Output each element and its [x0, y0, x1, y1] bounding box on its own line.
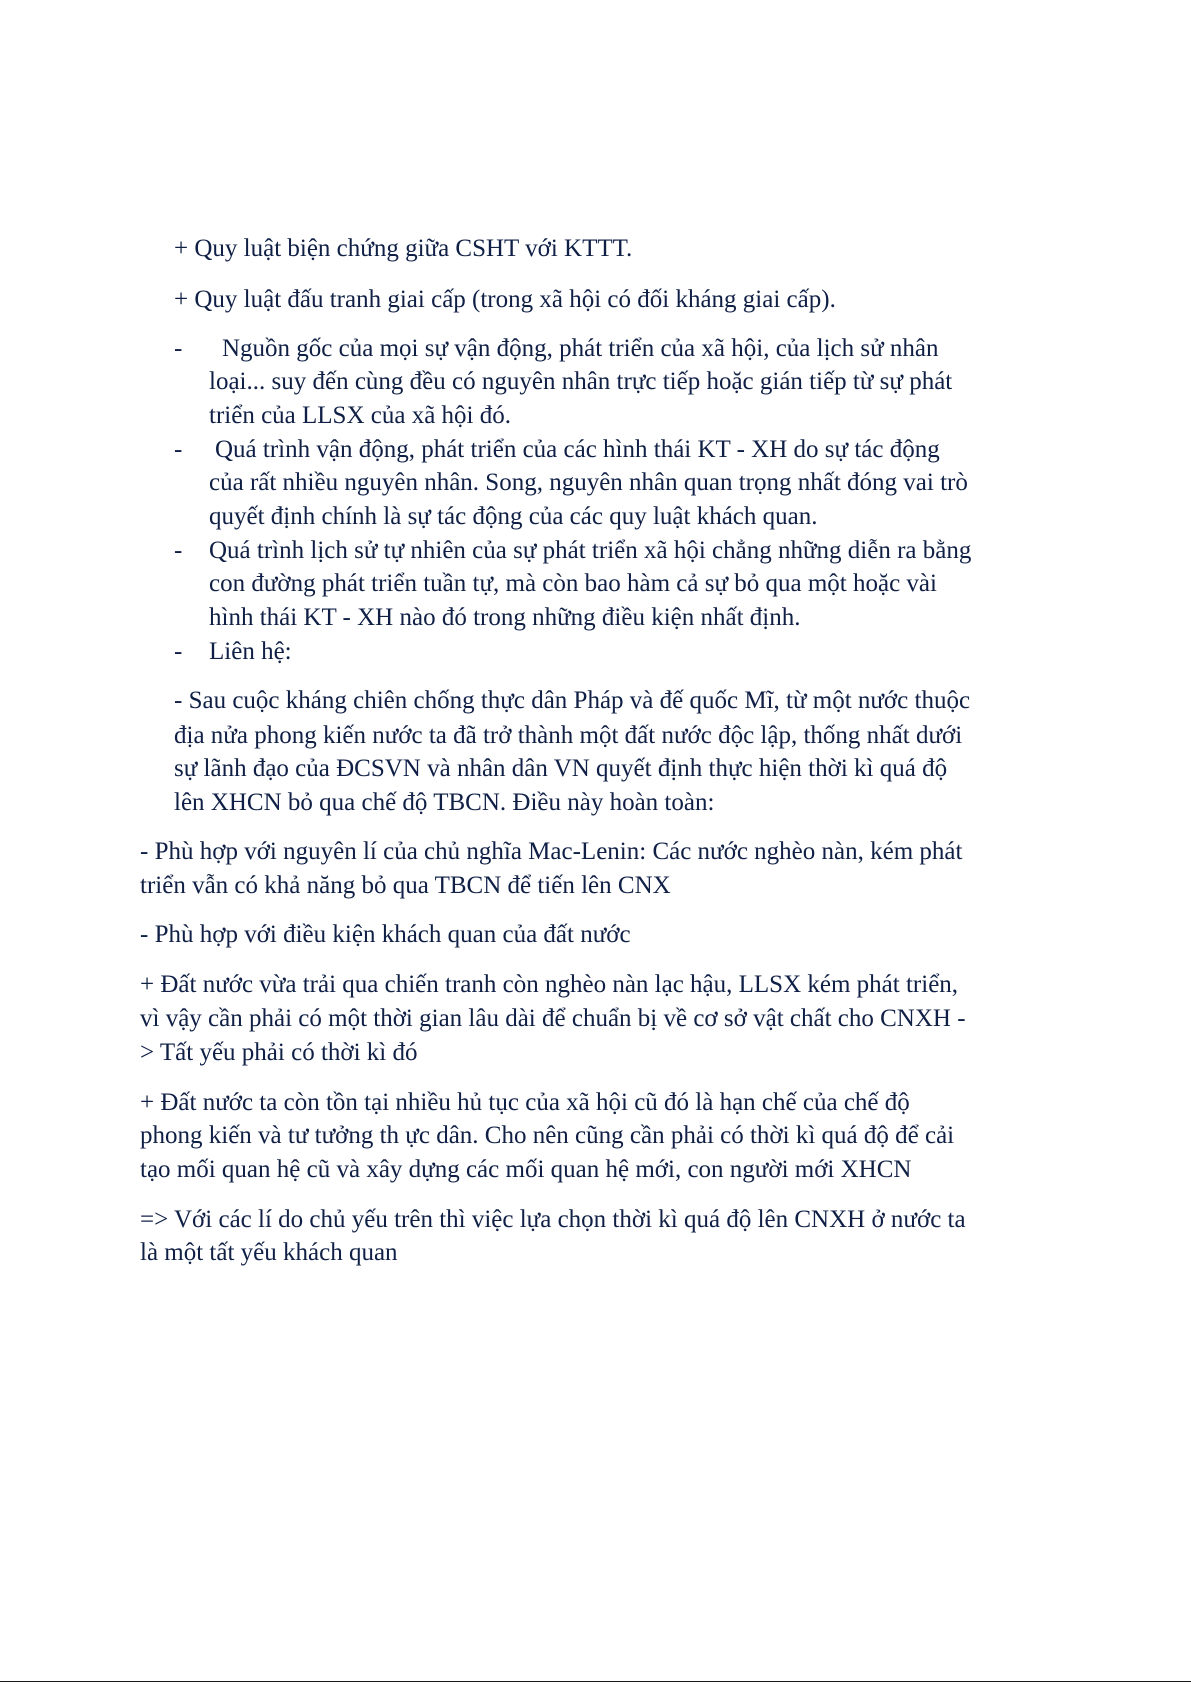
- bullet-3-line-3: hình thái KT - XH nào đó trong những điều kiện nhất định.: [209, 604, 801, 631]
- paragraph-4-line-2: phong kiến và tư tưởng th ực dân. Cho nên cũng cần phải có thời kì quá độ để cải: [140, 1122, 955, 1149]
- bullet-3-line-1: Quá trình lịch sử tự nhiên của sự phát triển xã hội chẳng những diễn ra bằng: [209, 537, 972, 564]
- plus-item-dau-tranh-giai-cap: + Quy luật đấu tranh giai cấp (trong xã hội có đối kháng giai cấp).: [174, 286, 836, 313]
- bullet-3-line-2: con đường phát triển tuần tự, mà còn bao hàm cả sự bỏ qua một hoặc vài: [209, 570, 937, 597]
- context-paragraph-line-2: địa nửa phong kiến nước ta đã trở thành một đất nước độc lập, thống nhất dưới: [174, 722, 963, 749]
- paragraph-4-line-1: + Đất nước ta còn tồn tại nhiều hủ tục của xã hội cũ đó là hạn chế của chế độ: [140, 1089, 910, 1116]
- bullet-marker: -: [174, 436, 183, 463]
- context-paragraph-line-3: sự lãnh đạo của ĐCSVN và nhân dân VN quyết định thực hiện thời kì quá độ: [174, 755, 948, 782]
- paragraph-3-line-2: vì vậy cần phải có một thời gian lâu dài để chuẩn bị về cơ sở vật chất cho CNXH -: [140, 1005, 966, 1032]
- bullet-1-line-3: triển của LLSX của xã hội đó.: [209, 402, 511, 429]
- bullet-marker: -: [174, 638, 183, 665]
- plus-item-csht-kttt: + Quy luật biện chứng giữa CSHT với KTTT.: [174, 235, 633, 262]
- context-paragraph-line-4: lên XHCN bỏ qua chế độ TBCN. Điều này hoàn toàn:: [174, 789, 715, 816]
- page-bottom-divider: [0, 1680, 1191, 1685]
- paragraph-2-line-1: - Phù hợp với điều kiện khách quan của đất nước: [140, 921, 631, 948]
- context-paragraph-line-1: - Sau cuộc kháng chiên chống thực dân Pháp và đế quốc Mĩ, từ một nước thuộc: [174, 687, 971, 714]
- conclusion-line-2: là một tất yếu khách quan: [140, 1239, 398, 1266]
- bullet-2-line-1: Quá trình vận động, phát triển của các hình thái KT - XH do sự tác động: [215, 436, 940, 463]
- conclusion-line-1: => Với các lí do chủ yếu trên thì việc lựa chọn thời kì quá độ lên CNXH ở nước ta: [140, 1206, 966, 1233]
- paragraph-1-line-2: triển vẫn có khả năng bỏ qua TBCN để tiến lên CNX: [140, 872, 671, 899]
- bullet-marker: -: [174, 335, 183, 362]
- paragraph-4-line-3: tạo mối quan hệ cũ và xây dựng các mối quan hệ mới, con người mới XHCN: [140, 1156, 912, 1183]
- bullet-1-line-1: Nguồn gốc của mọi sự vận động, phát triển của xã hội, của lịch sử nhân: [222, 335, 939, 362]
- paragraph-1-line-1: - Phù hợp với nguyên lí của chủ nghĩa Mac-Lenin: Các nước nghèo nàn, kém phát: [140, 838, 963, 865]
- bullet-4-line-1: Liên hệ:: [209, 638, 292, 665]
- bullet-2-line-2: của rất nhiều nguyên nhân. Song, nguyên nhân quan trọng nhất đóng vai trò: [209, 469, 968, 496]
- bullet-marker: -: [174, 537, 183, 564]
- bullet-1-line-2: loại... suy đến cùng đều có nguyên nhân trực tiếp hoặc gián tiếp từ sự phát: [209, 368, 953, 395]
- paragraph-3-line-1: + Đất nước vừa trải qua chiến tranh còn nghèo nàn lạc hậu, LLSX kém phát triển,: [140, 971, 959, 998]
- bullet-2-line-3: quyết định chính là sự tác động của các quy luật khách quan.: [209, 503, 818, 530]
- paragraph-3-line-3: > Tất yếu phải có thời kì đó: [140, 1039, 418, 1066]
